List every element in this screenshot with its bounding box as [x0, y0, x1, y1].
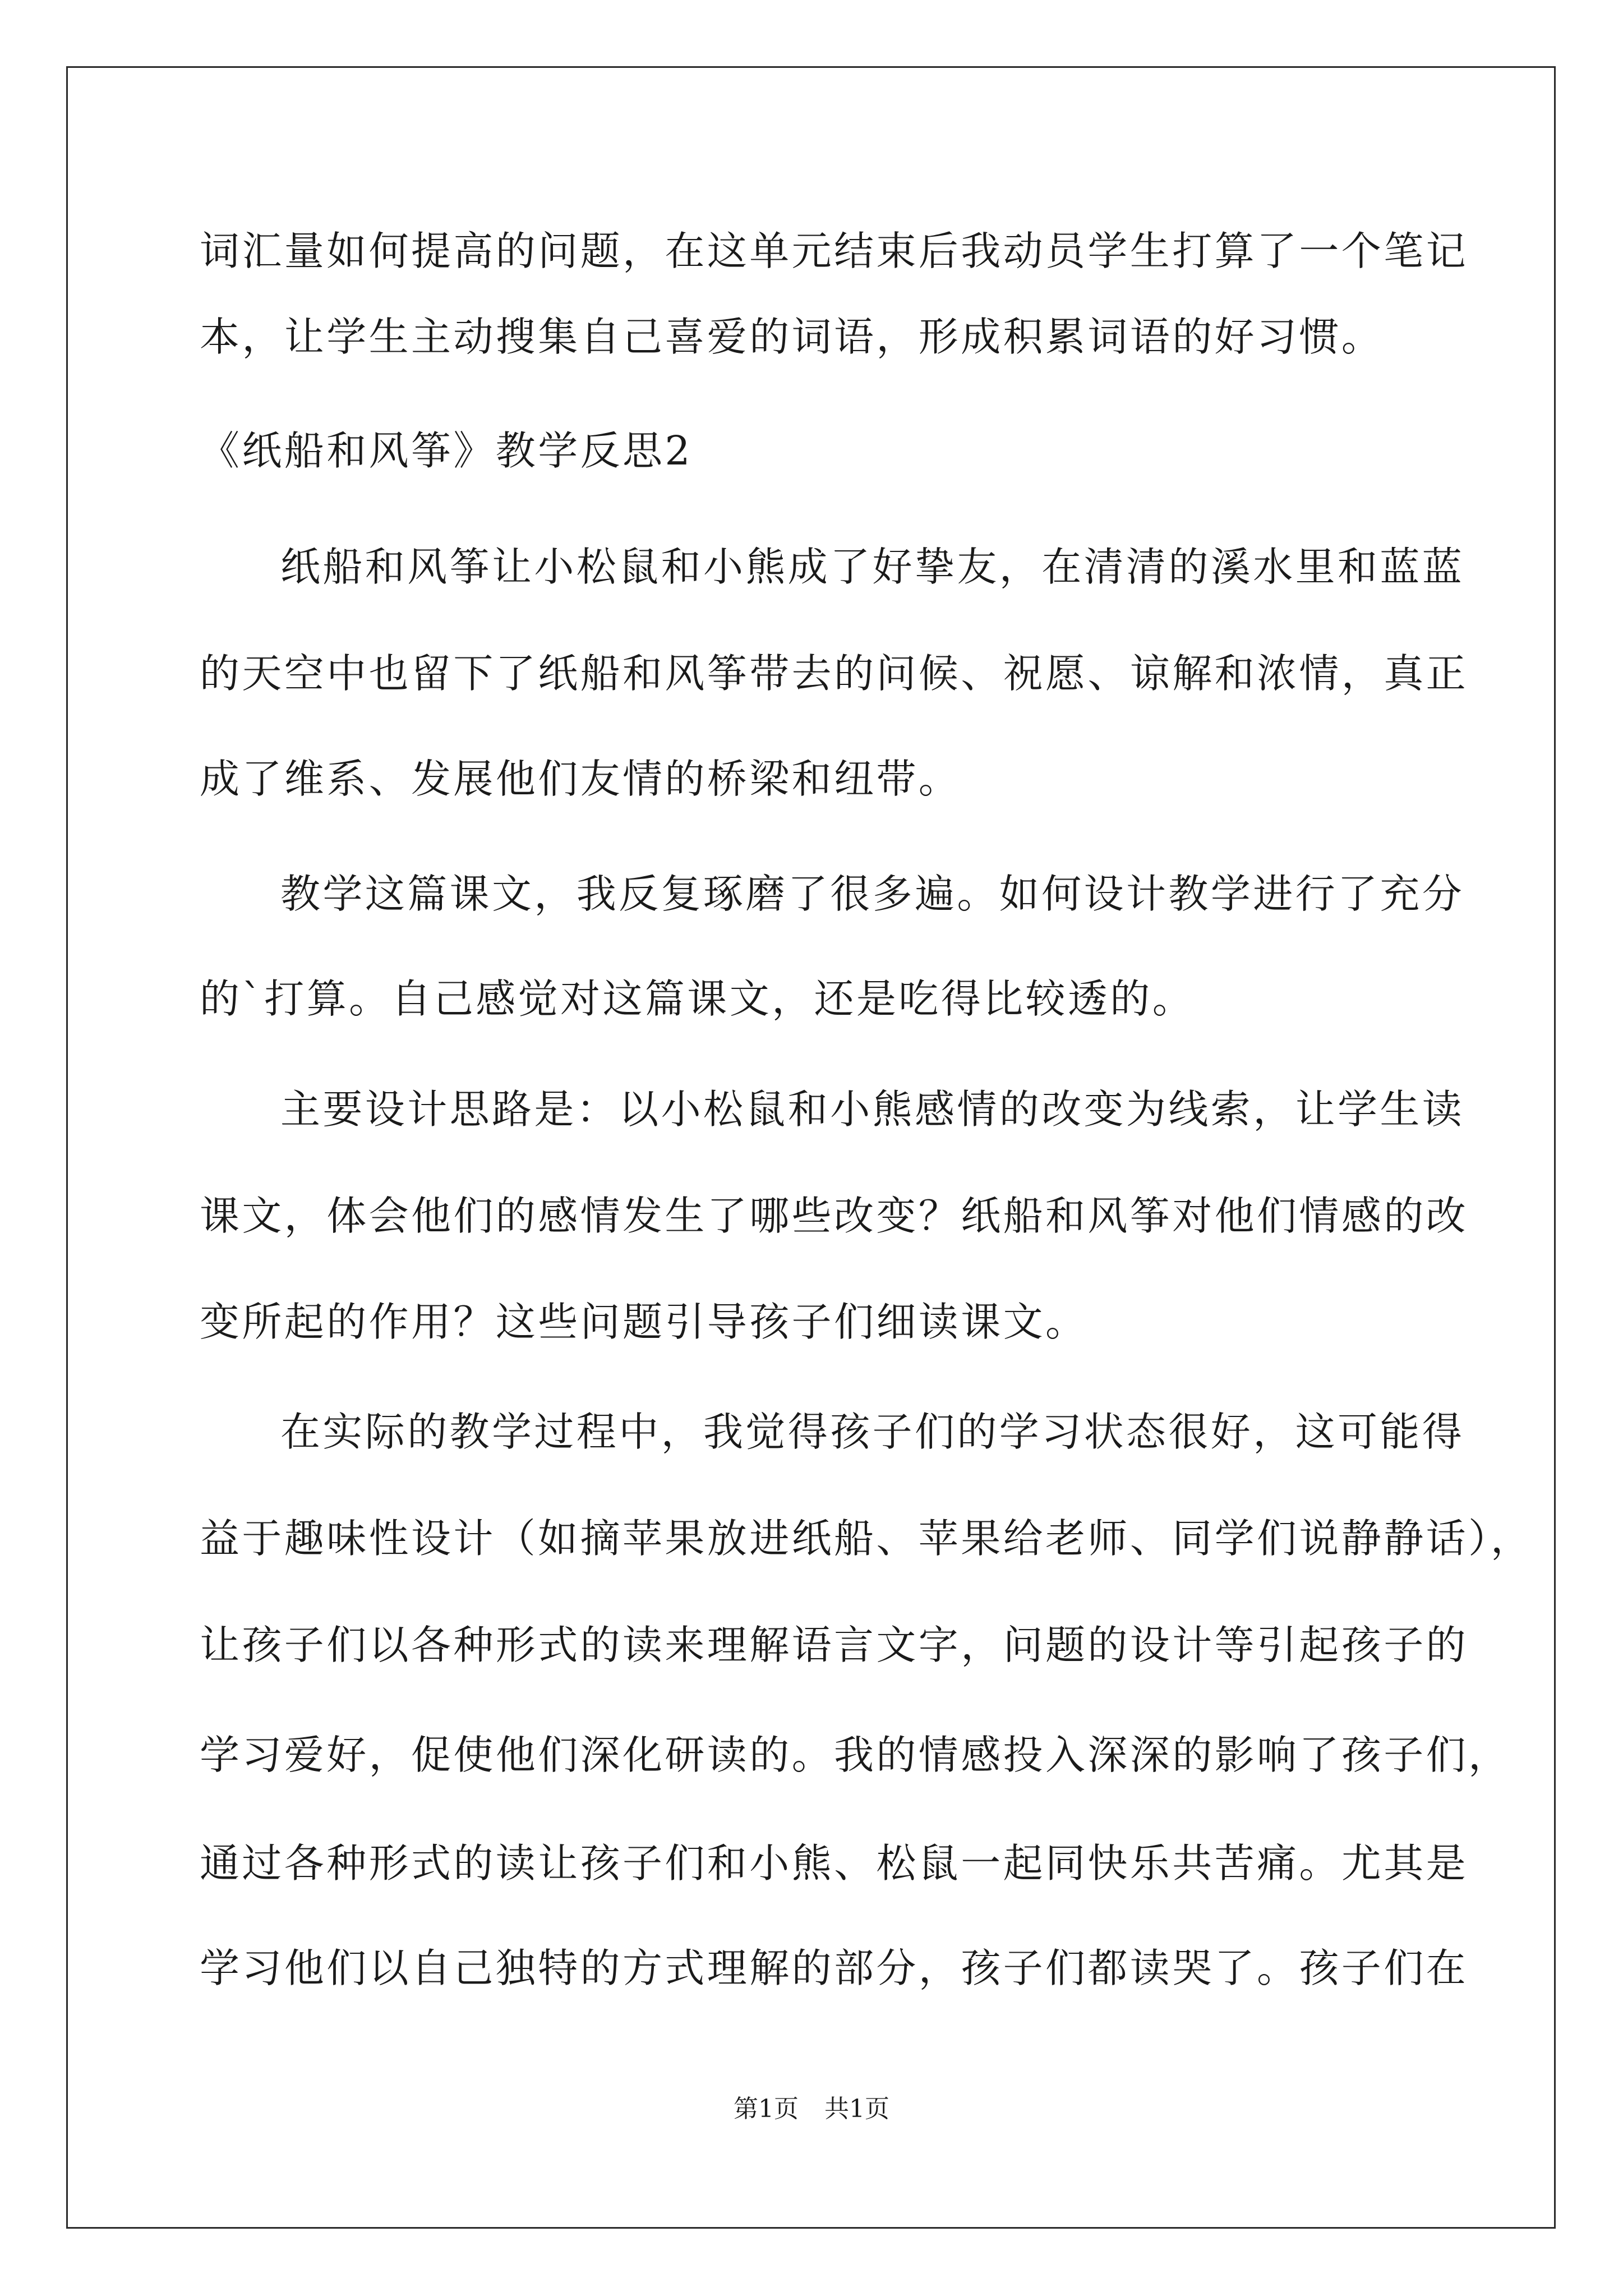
text-line: 变所起的作用？这些问题引导孩子们细读课文。	[200, 1299, 1088, 1345]
paragraph-first-line: 教学这篇课文，我反复琢磨了很多遍。如何设计教学进行了充分	[280, 871, 1465, 917]
page-footer	[0, 2092, 1623, 2126]
text-line: 成了维系、发展他们友情的桥梁和纽带。	[200, 756, 961, 802]
text-line: 的`打算。自己感觉对这篇课文，还是吃得比较透的。	[200, 976, 1195, 1022]
paragraph-first-line: 纸船和风筝让小松鼠和小熊成了好挚友，在清清的溪水里和蓝蓝	[280, 544, 1465, 590]
page-number-current: 第1页	[734, 2095, 799, 2123]
text-line: 学习他们以自己独特的方式理解的部分，孩子们都读哭了。孩子们在	[200, 1945, 1469, 1991]
text-line: 学习爱好，促使他们深化研读的。我的情感投入深深的影响了孩子们，	[200, 1732, 1511, 1778]
page-border	[66, 66, 1556, 2229]
text-line: 课文，体会他们的感情发生了哪些改变？纸船和风筝对他们情感的改	[200, 1193, 1469, 1239]
text-line: 让孩子们以各种形式的读来理解语言文字，问题的设计等引起孩子的	[200, 1622, 1469, 1668]
text-line: 词汇量如何提高的问题，在这单元结束后我动员学生打算了一个笔记	[200, 228, 1469, 274]
text-line: 的天空中也留下了纸船和风筝带去的问候、祝愿、谅解和浓情，真正	[200, 650, 1469, 697]
section-heading: 《纸船和风筝》教学反思2	[200, 427, 693, 474]
text-line: 本，让学生主动搜集自己喜爱的词语，形成积累词语的好习惯。	[200, 314, 1384, 360]
text-line: 通过各种形式的读让孩子们和小熊、松鼠一起同快乐共苦痛。尤其是	[200, 1840, 1469, 1887]
paragraph-first-line: 主要设计思路是：以小松鼠和小熊感情的改变为线索，让学生读	[280, 1086, 1465, 1133]
page-number-total: 共1页	[824, 2095, 889, 2123]
text-line: 益于趣味性设计（如摘苹果放进纸船、苹果给老师、同学们说静静话），	[200, 1515, 1533, 1562]
paragraph-first-line: 在实际的教学过程中，我觉得孩子们的学习状态很好，这可能得	[280, 1409, 1465, 1455]
